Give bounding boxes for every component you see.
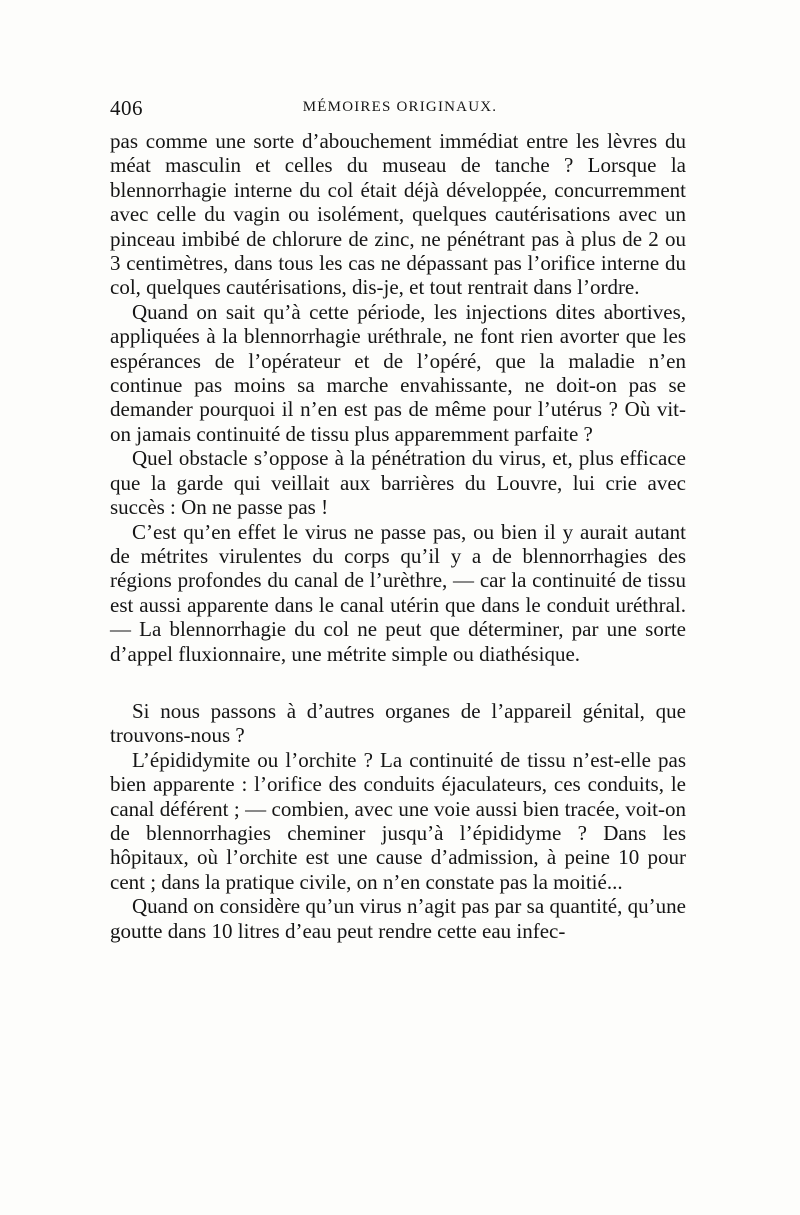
body-text bbox=[110, 129, 686, 943]
paragraph-obstacle: Quel obstacle s’oppose à la pénétration du virus, et, plus efficace que la garde qui veillait aux barrières du Louvre, lui crie avec succès : On ne passe pas ! bbox=[110, 446, 686, 520]
running-title: MÉMOIRES ORIGINAUX. bbox=[302, 99, 498, 115]
running-head bbox=[110, 96, 690, 120]
paragraph-epididymite: L’épididymite ou l’orchite ? La continuité de tissu n’est-elle pas bien apparente : l’orifice des conduits éjaculateurs, ces conduits, le canal déférent ; — combien, avec une voie aussi bien tracée, voit-on de blennorrhagies cheminer jusqu’à l’épididyme ? Dans les hôpitaux, où l’orchite est une cause d’admission, à peine 10 pour cent ; dans la pratique civile, on n’en constate pas la moitié... bbox=[110, 747, 686, 894]
paragraph-autres-organes: Si nous passons à d’autres organes de l’appareil génital, que trouvons-nous ? bbox=[110, 698, 686, 748]
paragraph-injections: Quand on sait qu’à cette période, les injections dites abortives, appliquées à la blennorrhagie uréthrale, ne font rien avorter que les espérances de l’opérateur et de l’opéré, que la maladie n’en continue pas moins sa marche envahissante, ne doit-on pas se demander pourquoi il n’en est pas de même pour l’utérus ? Où vit-on jamais continuité de tissu plus apparemment parfaite ? bbox=[110, 299, 686, 446]
page-number: 406 bbox=[110, 96, 143, 120]
paragraph-quantite-virus: Quand on considère qu’un virus n’agit pas par sa quantité, qu’une goutte dans 10 litres d’eau peut rendre cette eau infec- bbox=[110, 894, 686, 943]
paragraph-metrites: C’est qu’en effet le virus ne passe pas, ou bien il y aurait autant de métrites virulentes du corps qu’il y a de blennorrhagies des régions profondes du canal de l’urèthre, — car la continuité de tissu est aussi apparente dans le canal utérin que dans le conduit uréthral. — La blennorrhagie du col ne peut que déterminer, par une sorte d’appel fluxionnaire, une métrite simple ou diathésique. bbox=[110, 519, 686, 666]
paragraph-continuation: pas comme une sorte d’abouchement immédiat entre les lèvres du méat masculin et celles du museau de tanche ? Lorsque la blennorrhagie interne du col était déjà développée, concurremment avec celle du vagin ou isolément, quelques cautérisations avec un pinceau imbibé de chlorure de zinc, ne pénétrant pas à plus de 2 ou 3 centimètres, dans tous les cas ne dépassant pas l’orifice interne du col, quelques cautérisations, dis-je, et tout rentrait dans l’ordre. bbox=[110, 129, 686, 300]
